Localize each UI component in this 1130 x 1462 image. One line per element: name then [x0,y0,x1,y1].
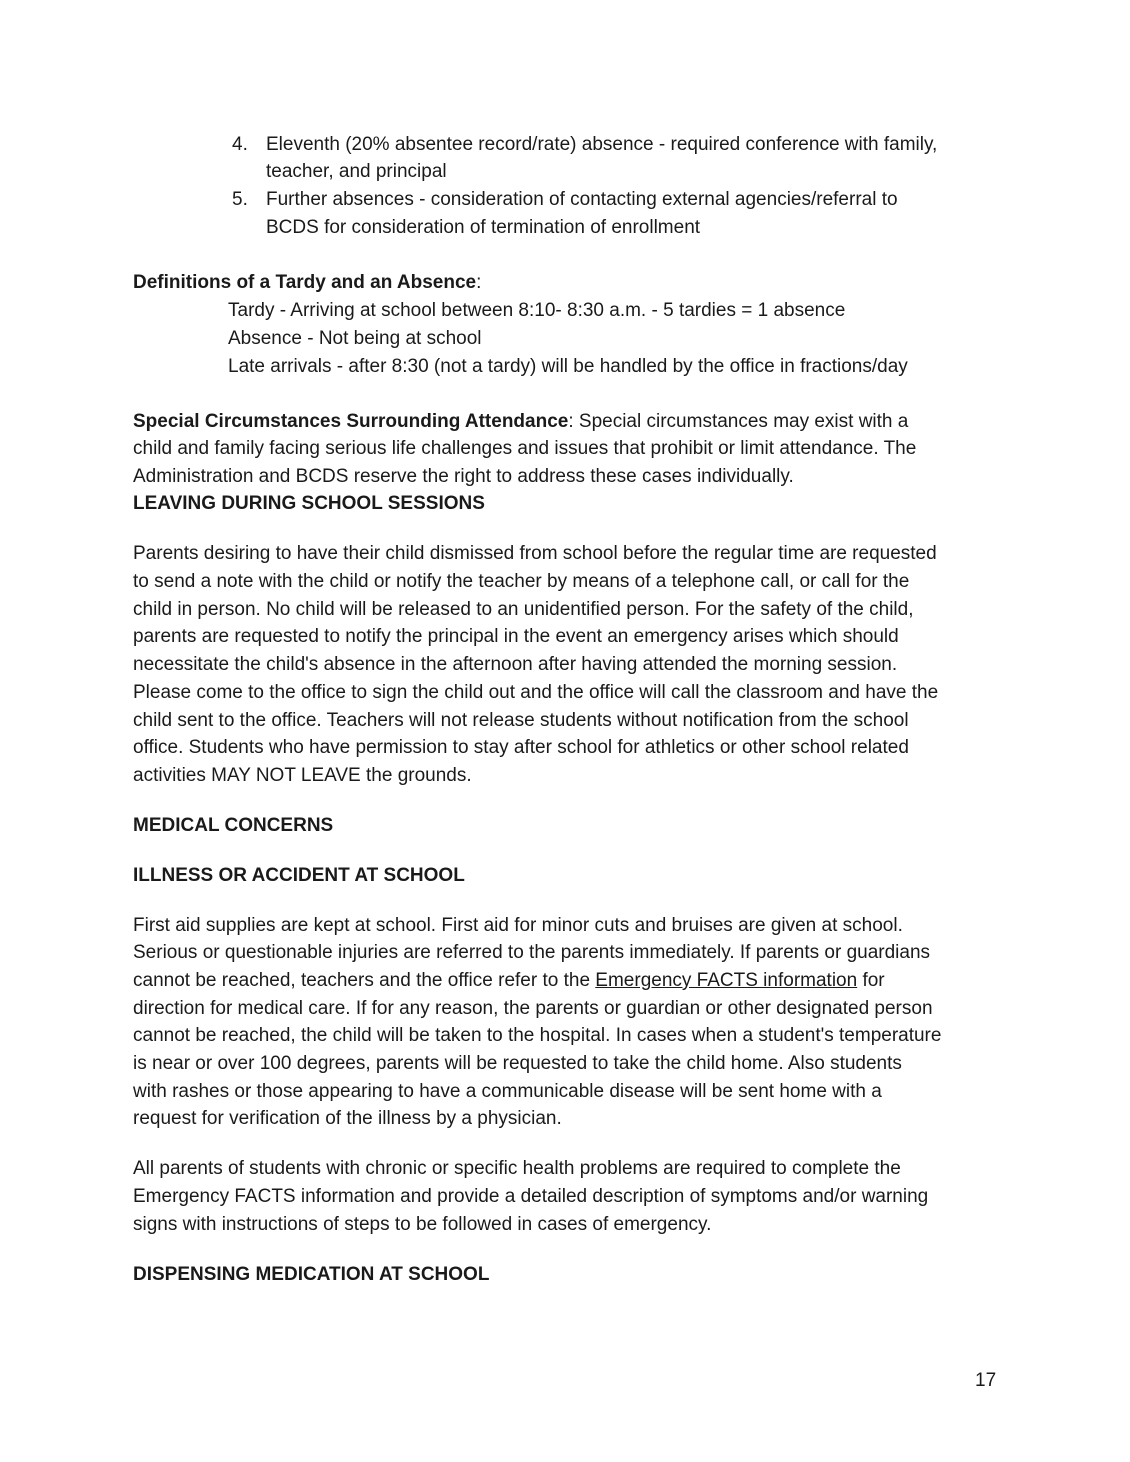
paragraph-line: child and family facing serious life challenges and issues that prohibit or limit attendance. The [133,438,917,459]
emergency-facts-link[interactable]: Emergency FACTS information [595,970,858,991]
special-text: : Special circumstances may exist with a [568,411,909,432]
paragraph-line: parents are requested to notify the principal in the event an emergency arises which should [133,626,899,647]
paragraph-line: child in person. No child will be released to an unidentified person. For the safety of the child, [133,599,914,620]
paragraph-line: child sent to the office. Teachers will not release students without notification from the school [133,710,909,731]
text: for [857,970,885,991]
section-heading: MEDICAL CONCERNS [133,815,334,836]
paragraph-line: direction for medical care. If for any reason, the parents or guardian or other designated person [133,998,933,1019]
paragraph-line: Emergency FACTS information and provide a detailed description of symptoms and/or warning [133,1186,929,1207]
tardy-definition: Tardy - Arriving at school between 8:10- 8:30 a.m. - 5 tardies = 1 absence [228,300,846,321]
paragraph-line: Serious or questionable injuries are referred to the parents immediately. If parents or guardians [133,942,931,963]
list-item-text: teacher, and principal [266,161,447,182]
list-item-text: Eleventh (20% absentee record/rate) absence - required conference with family, [266,134,938,155]
paragraph-line: is near or over 100 degrees, parents will be requested to take the child home. Also students [133,1053,902,1074]
paragraph-line: necessitate the child's absence in the afternoon after having attended the morning session. [133,654,898,675]
paragraph-line: First aid supplies are kept at school. First aid for minor cuts and bruises are given at school. [133,915,903,936]
paragraph-line: Parents desiring to have their child dismissed from school before the regular time are requested [133,543,937,564]
page-number: 17 [975,1370,997,1391]
paragraph-line: office. Students who have permission to stay after school for athletics or other school related [133,737,909,758]
list-item-text: Further absences - consideration of contacting external agencies/referral to [266,189,898,210]
paragraph-line: request for verification of the illness by a physician. [133,1108,562,1129]
paragraph-line: signs with instructions of steps to be followed in cases of emergency. [133,1214,712,1235]
paragraph-line: Administration and BCDS reserve the right to address these cases individually. [133,466,794,487]
list-number: 5. [232,189,248,210]
paragraph-line: All parents of students with chronic or specific health problems are required to complete the [133,1158,901,1179]
absence-definition: Absence - Not being at school [228,328,482,349]
heading-bold: Definitions of a Tardy and an Absence [133,272,477,293]
list-item-text: BCDS for consideration of termination of enrollment [266,217,701,238]
paragraph-line: to send a note with the child or notify the teacher by means of a telephone call, or call for the [133,571,910,592]
paragraph-line [133,969,885,993]
colon: : [476,272,482,293]
definitions-heading [133,271,481,295]
late-arrival-definition: Late arrivals - after 8:30 (not a tardy) will be handled by the office in fractions/day [228,356,908,377]
list-number: 4. [232,134,248,155]
section-heading: LEAVING DURING SCHOOL SESSIONS [133,493,485,514]
paragraph-line: cannot be reached, the child will be taken to the hospital. In cases when a student's temperature [133,1025,942,1046]
section-heading: ILLNESS OR ACCIDENT AT SCHOOL [133,865,465,886]
paragraph-line: Please come to the office to sign the child out and the office will call the classroom and have the [133,682,939,703]
special-heading: Special Circumstances Surrounding Attendance [133,411,569,432]
paragraph-line: activities MAY NOT LEAVE the grounds. [133,765,472,786]
paragraph-line [133,410,908,434]
paragraph-line: with rashes or those appearing to have a communicable disease will be sent home with a [133,1081,882,1102]
text: cannot be reached, teachers and the office refer to the [133,970,596,991]
section-heading: DISPENSING MEDICATION AT SCHOOL [133,1264,490,1285]
